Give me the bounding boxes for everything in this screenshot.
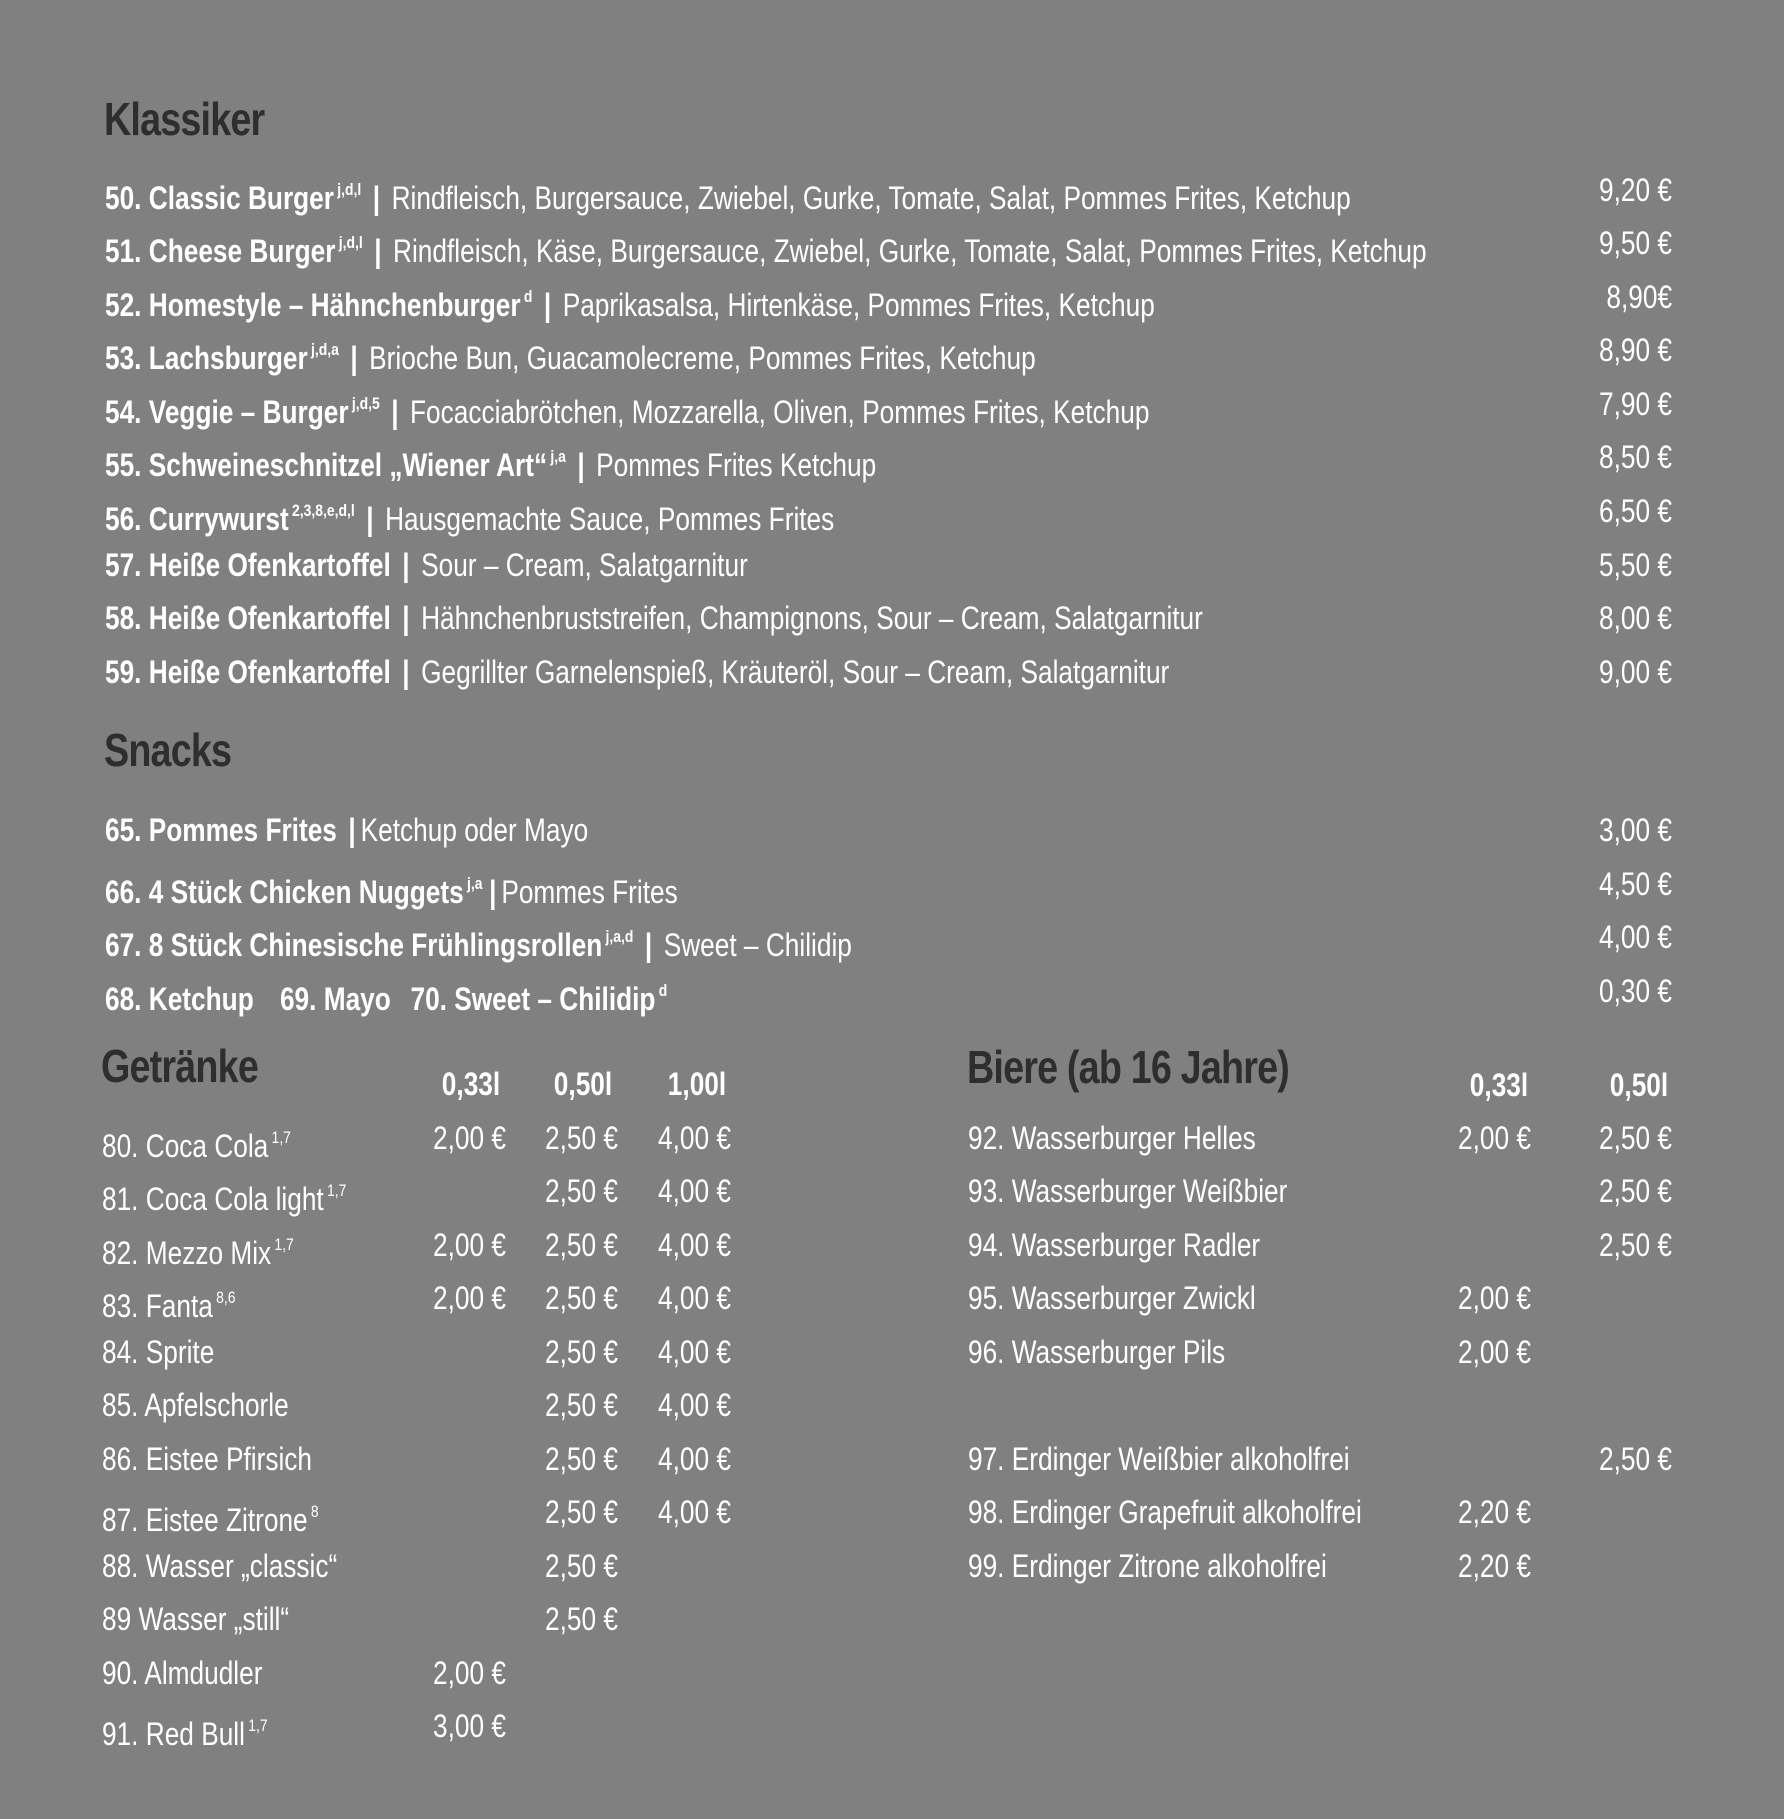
item-price: 0,30 € <box>1599 973 1672 1009</box>
item-price: 4,00 € <box>1599 919 1672 955</box>
drink-name: 87. Eistee Zitrone <box>102 1502 308 1538</box>
menu-item: 65. Pommes Frites | Ketchup oder Mayo 3,00 € <box>0 806 1784 854</box>
item-description: Sweet – Chilidip <box>663 927 852 963</box>
item-description: Pommes Frites Ketchup <box>596 447 877 483</box>
price-033: 2,20 € <box>1458 1548 1531 1584</box>
price-033: 3,00 € <box>433 1708 506 1744</box>
item-price: 8,50 € <box>1599 439 1672 475</box>
item-price: 4,50 € <box>1599 866 1672 902</box>
size-header-100: 1,00l <box>667 1066 726 1102</box>
menu-item: 53. Lachsburger $^{j,d,a}$ | Brioche Bun, Guacamolecreme, Pommes Frites, Ketchup 8,90 € <box>0 326 1784 374</box>
beer-row <box>0 1542 1784 1590</box>
beer-row <box>0 1221 1784 1269</box>
price-050: 2,50 € <box>1599 1227 1672 1263</box>
item-allergens: j,d,5 <box>351 394 380 413</box>
item-description: Hausgemachte Sauce, Pommes Frites <box>385 501 835 537</box>
drink-name: 85. Apfelschorle <box>102 1387 289 1423</box>
menu-item: 50. Classic Burger $^{j,d,l}$ | Rindfleisch, Burgersauce, Zwiebel, Gurke, Tomate, Salat, Pommes Frites, Ketchup 9,20 € <box>0 166 1784 214</box>
beer-row <box>0 1274 1784 1322</box>
menu-item: 66. 4 Stück Chicken Nuggets $^{j,a}$ | Pommes Frites 4,50 € <box>0 860 1784 908</box>
item-allergens: j,d,l <box>338 233 363 252</box>
menu-item: 52. Homestyle – Hähnchenburger $^d$ | Paprikasalsa, Hirtenkäse, Pommes Frites, Ketchup 8,90€ <box>0 273 1784 321</box>
item-price: 8,90€ <box>1606 279 1672 315</box>
menu-item: 59. Heiße Ofenkartoffel | Gegrillter Garnelenspieß, Kräuteröl, Sour – Cream, Salatgarnitur 9,00 € <box>0 648 1784 696</box>
size-header-050: 0,50l <box>553 1066 612 1102</box>
price-050: 2,50 € <box>545 1494 618 1530</box>
drink-name: 89 Wasser „still“ <box>102 1601 290 1637</box>
price-100: 4,00 € <box>658 1441 731 1477</box>
price-050: 2,50 € <box>545 1334 618 1370</box>
price-100: 4,00 € <box>658 1280 731 1316</box>
drink-name: 82. Mezzo Mix <box>102 1235 272 1271</box>
item-description: Gegrillter Garnelenspieß, Kräuteröl, Sour – Cream, Salatgarnitur <box>421 654 1170 690</box>
item-name: 51. Cheese Burger <box>105 233 336 269</box>
drink-name: 88. Wasser „classic“ <box>102 1548 338 1584</box>
item-name: 54. Veggie – Burger <box>105 394 349 430</box>
price-050: 2,50 € <box>1599 1120 1672 1156</box>
menu-item: 58. Heiße Ofenkartoffel | Hähnchenbruststreifen, Champignons, Sour – Cream, Salatgarnitur 8,00 € <box>0 594 1784 642</box>
price-100: 4,00 € <box>658 1173 731 1209</box>
item-name: 50. Classic Burger <box>105 180 334 216</box>
item-allergens: 1,7 <box>274 1235 294 1254</box>
drink-name: 81. Coca Cola light <box>102 1181 324 1217</box>
price-050: 2,50 € <box>545 1441 618 1477</box>
price-050: 2,50 € <box>1599 1173 1672 1209</box>
price-033: 2,00 € <box>433 1227 506 1263</box>
menu-item: 57. Heiße Ofenkartoffel | Sour – Cream, Salatgarnitur 5,50 € <box>0 541 1784 589</box>
item-allergens: j,d,a <box>310 340 339 359</box>
beer-name: 95. Wasserburger Zwickl <box>968 1280 1256 1316</box>
menu-item: 55. Schweineschnitzel „Wiener Art“ $^{j,a}$ | Pommes Frites Ketchup 8,50 € <box>0 433 1784 481</box>
beer-row <box>0 1488 1784 1536</box>
beer-row <box>0 1328 1784 1376</box>
drink-row <box>0 1381 1784 1429</box>
item-description: Ketchup oder Mayo <box>360 812 589 848</box>
price-050: 2,50 € <box>545 1601 618 1637</box>
item-name: 58. Heiße Ofenkartoffel <box>105 600 391 636</box>
size-header-033: 0,33l <box>441 1066 500 1102</box>
beer-row <box>0 1167 1784 1215</box>
item-name: 57. Heiße Ofenkartoffel <box>105 547 391 583</box>
item-description: Hähnchenbruststreifen, Champignons, Sour – Cream, Salatgarnitur <box>421 600 1203 636</box>
beer-row <box>0 1114 1784 1162</box>
price-100: 4,00 € <box>658 1227 731 1263</box>
item-allergens: 1,7 <box>248 1716 268 1735</box>
dip-combo-row <box>0 967 1784 1015</box>
beer-name: 96. Wasserburger Pils <box>968 1334 1226 1370</box>
item-name: 67. 8 Stück Chinesische Frühlingsrollen <box>105 927 603 963</box>
size-header-033: 0,33l <box>1469 1067 1528 1103</box>
item-description: Rindfleisch, Burgersauce, Zwiebel, Gurke, Tomate, Salat, Pommes Frites, Ketchup <box>391 180 1351 216</box>
price-050: 2,50 € <box>545 1173 618 1209</box>
item-price: 3,00 € <box>1599 812 1672 848</box>
item-price: 9,50 € <box>1599 225 1672 261</box>
item-description: Brioche Bun, Guacamolecreme, Pommes Frites, Ketchup <box>369 340 1036 376</box>
item-price: 9,00 € <box>1599 654 1672 690</box>
menu-item: 67. 8 Stück Chinesische Frühlingsrollen $^{j,a,d}$ | Sweet – Chilidip 4,00 € <box>0 913 1784 961</box>
price-100: 4,00 € <box>658 1334 731 1370</box>
item-allergens: j,a,d <box>605 927 634 946</box>
menu-item: 56. Currywurst $^{2,3,8,e,d,l}$ | Hausgemachte Sauce, Pommes Frites 6,50 € <box>0 487 1784 535</box>
price-100: 4,00 € <box>658 1387 731 1423</box>
item-allergens: 8 <box>310 1502 319 1521</box>
section-title-biere: Biere (ab 16 Jahre) <box>967 1041 1289 1093</box>
beer-name: 99. Erdinger Zitrone alkoholfrei <box>968 1548 1327 1584</box>
section-title-getraenke: Getränke <box>101 1040 258 1092</box>
item-price: 7,90 € <box>1599 386 1672 422</box>
beer-name: 98. Erdinger Grapefruit alkoholfrei <box>968 1494 1362 1530</box>
item-allergens: 1,7 <box>271 1128 291 1147</box>
item-description: Rindfleisch, Käse, Burgersauce, Zwiebel, Gurke, Tomate, Salat, Pommes Frites, Ketchup <box>393 233 1427 269</box>
dip-ketchup: 68. Ketchup <box>105 981 254 1017</box>
item-allergens: 8,6 <box>216 1288 236 1307</box>
price-100: 4,00 € <box>658 1120 731 1156</box>
item-description: Focacciabrötchen, Mozzarella, Oliven, Pommes Frites, Ketchup <box>410 394 1150 430</box>
dip-sweet-chili: 70. Sweet – Chilidip <box>410 981 656 1017</box>
item-allergens: d <box>658 981 668 1000</box>
drink-row <box>0 1649 1784 1697</box>
drink-name: 83. Fanta <box>102 1288 213 1324</box>
beer-name: 94. Wasserburger Radler <box>968 1227 1261 1263</box>
item-name: 53. Lachsburger <box>105 340 308 376</box>
price-033: 2,00 € <box>433 1280 506 1316</box>
item-name: 65. Pommes Frites <box>105 812 337 848</box>
dip-mayo: 69. Mayo <box>279 981 391 1017</box>
menu-item: 51. Cheese Burger $^{j,d,l}$ | Rindfleisch, Käse, Burgersauce, Zwiebel, Gurke, Tomate, Salat, Pommes Frites, Ketchup 9,50 € <box>0 219 1784 267</box>
size-header-050: 0,50l <box>1609 1067 1668 1103</box>
drink-name: 86. Eistee Pfirsich <box>102 1441 313 1477</box>
item-name: 56. Currywurst <box>105 501 289 537</box>
beer-name: 92. Wasserburger Helles <box>968 1120 1256 1156</box>
item-name: 59. Heiße Ofenkartoffel <box>105 654 391 690</box>
drink-name: 90. Almdudler <box>102 1655 263 1691</box>
price-050: 2,50 € <box>545 1387 618 1423</box>
item-allergens: j,a <box>467 874 483 893</box>
item-price: 8,90 € <box>1599 332 1672 368</box>
price-033: 2,00 € <box>1458 1334 1531 1370</box>
price-050: 2,50 € <box>545 1227 618 1263</box>
item-allergens: d <box>523 287 533 306</box>
item-allergens: j,a <box>550 447 566 466</box>
drink-row <box>0 1595 1784 1643</box>
item-price: 9,20 € <box>1599 172 1672 208</box>
price-050: 2,50 € <box>545 1280 618 1316</box>
menu-item: 54. Veggie – Burger $^{j,d,5}$ | Focacciabrötchen, Mozzarella, Oliven, Pommes Frites, Ketchup 7,90 € <box>0 380 1784 428</box>
item-allergens: 2,3,8,e,d,l <box>292 501 355 520</box>
item-allergens: j,d,l <box>337 180 362 199</box>
item-price: 5,50 € <box>1599 547 1672 583</box>
item-description: Sour – Cream, Salatgarnitur <box>421 547 748 583</box>
item-description: Paprikasalsa, Hirtenkäse, Pommes Frites, Ketchup <box>562 287 1155 323</box>
beer-name: 97. Erdinger Weißbier alkoholfrei <box>968 1441 1350 1477</box>
price-033: 2,20 € <box>1458 1494 1531 1530</box>
drink-name: 80. Coca Cola <box>102 1128 269 1164</box>
item-name: 52. Homestyle – Hähnchenburger <box>105 287 521 323</box>
price-050: 2,50 € <box>545 1548 618 1584</box>
drink-row <box>0 1702 1784 1750</box>
drink-name: 84. Sprite <box>102 1334 215 1370</box>
price-033: 2,00 € <box>1458 1120 1531 1156</box>
price-033: 2,00 € <box>433 1655 506 1691</box>
item-name: 66. 4 Stück Chicken Nuggets <box>105 874 464 910</box>
price-100: 4,00 € <box>658 1494 731 1530</box>
item-description: Pommes Frites <box>501 874 678 910</box>
section-title-snacks: Snacks <box>104 724 232 776</box>
price-050: 2,50 € <box>545 1120 618 1156</box>
section-title-klassiker: Klassiker <box>104 93 265 145</box>
price-050: 2,50 € <box>1599 1441 1672 1477</box>
item-price: 6,50 € <box>1599 493 1672 529</box>
item-name: 55. Schweineschnitzel „Wiener Art“ <box>105 447 548 483</box>
item-price: 8,00 € <box>1599 600 1672 636</box>
beer-name: 93. Wasserburger Weißbier <box>968 1173 1288 1209</box>
drink-name: 91. Red Bull <box>102 1716 245 1752</box>
price-033: 2,00 € <box>433 1120 506 1156</box>
beer-row <box>0 1435 1784 1483</box>
item-allergens: 1,7 <box>326 1181 347 1200</box>
price-033: 2,00 € <box>1458 1280 1531 1316</box>
